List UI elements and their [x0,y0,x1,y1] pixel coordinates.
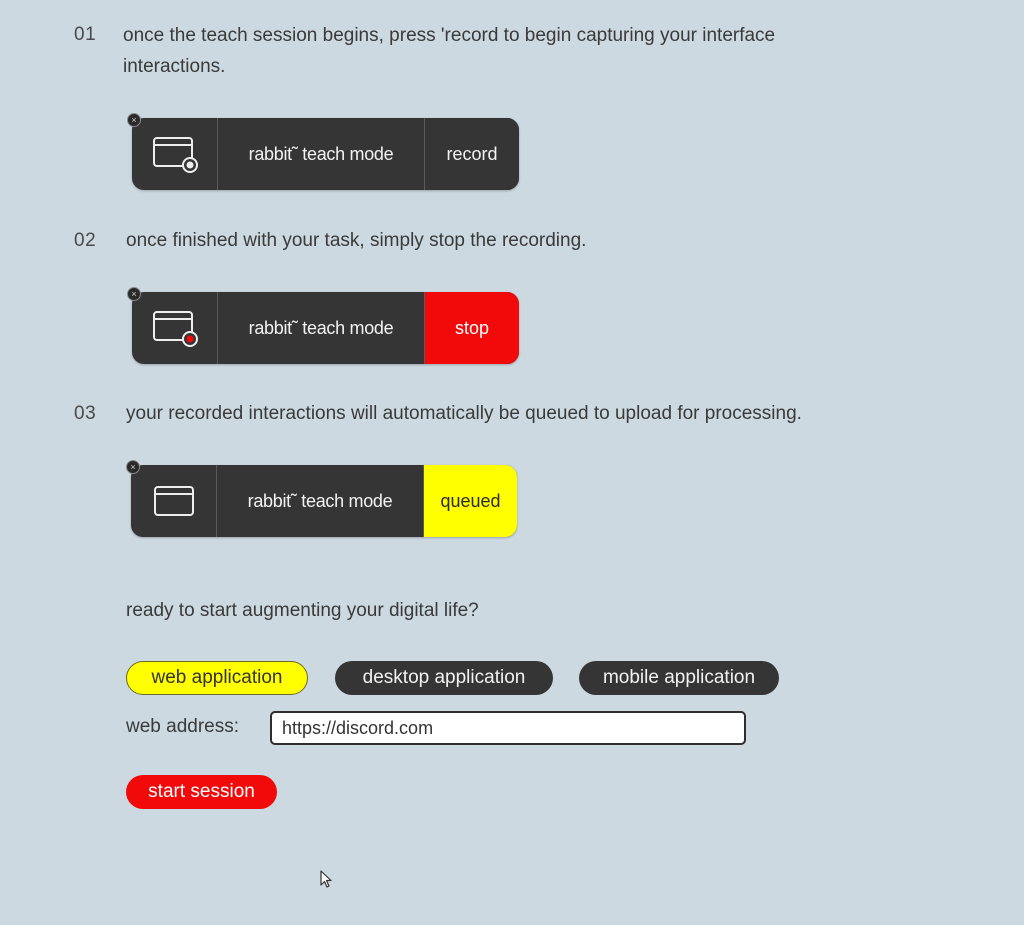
window-record-icon [132,118,218,190]
desktop-application-button[interactable]: desktop application [335,661,553,695]
step-03-text: your recorded interactions will automatically be queued to upload for processing. [126,403,802,424]
queued-status: queued [424,465,517,537]
stop-button[interactable]: stop [425,292,519,364]
window-icon [131,465,217,537]
step-number-01: 01 [74,24,97,45]
step-01-line-1: once the teach session begins, press 'record to begin capturing your interface [123,25,776,46]
ready-prompt: ready to start augmenting your digital life? [126,600,479,621]
teach-mode-bar-record [131,115,519,190]
step-02-text: once finished with your task, simply stop the recording. [126,230,587,251]
web-address-input[interactable] [270,711,746,745]
close-icon[interactable]: × [127,113,141,127]
teach-mode-label: rabbit˜ teach mode [218,292,425,364]
mouse-cursor-icon [320,870,334,895]
web-application-button[interactable]: web application [126,661,308,695]
start-session-button[interactable]: start session [126,775,277,809]
web-address-label: web address: [126,716,240,737]
step-number-03: 03 [74,403,97,424]
close-icon[interactable]: × [126,460,140,474]
step-01-line-2: interactions. [123,56,226,77]
teach-mode-label: rabbit˜ teach mode [218,118,425,190]
teach-mode-bar-queued [130,462,517,537]
teach-mode-bar-stop [131,289,519,364]
step-01-text [123,20,775,82]
close-icon[interactable]: × [127,287,141,301]
record-button[interactable]: record [425,118,519,190]
step-number-02: 02 [74,230,97,251]
teach-mode-label: rabbit˜ teach mode [217,465,424,537]
window-stop-icon [132,292,218,364]
mobile-application-button[interactable]: mobile application [579,661,779,695]
